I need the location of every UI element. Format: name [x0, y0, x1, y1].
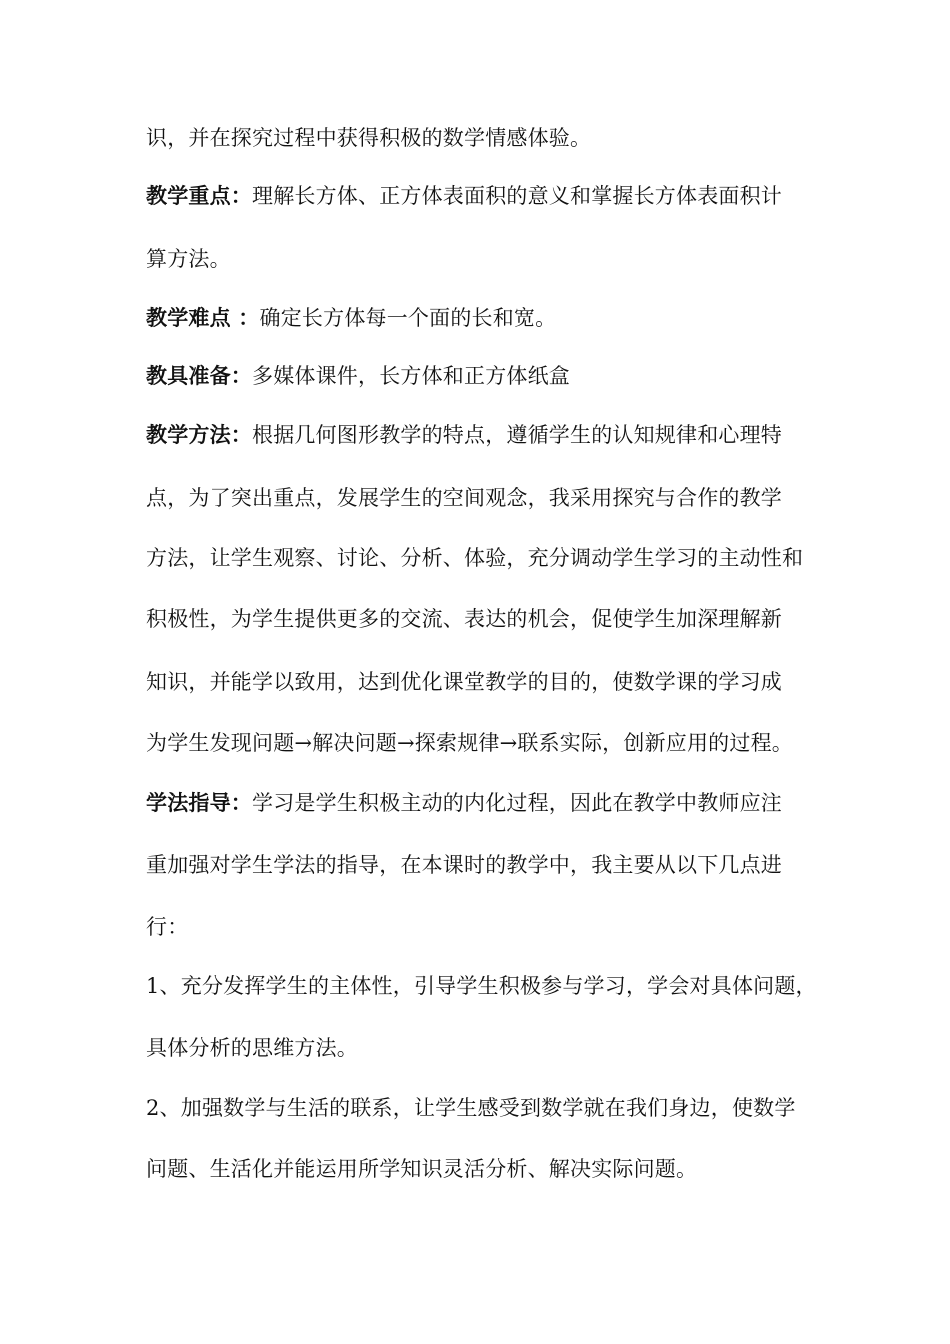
point-2-line-1 [146, 1096, 796, 1120]
study-guidance-text: 行： [146, 915, 189, 939]
difficulties-text: 确定长方体每一个面的长和宽。 [259, 306, 557, 330]
point-2-text: 2、加强数学与生活的联系，让学生感受到数学就在我们身边，使数学 [146, 1096, 796, 1120]
study-guidance-line-1 [146, 791, 782, 815]
point-2-line-2 [146, 1157, 697, 1181]
study-guidance-label: 学法指导： [146, 790, 252, 815]
teaching-method-line-6 [146, 731, 793, 755]
teaching-method-line-1 [146, 423, 782, 447]
teaching-method-line-2 [146, 486, 782, 510]
teaching-method-text: 积极性，为学生提供更多的交流、表达的机会，促使学生加深理解新 [146, 607, 782, 631]
study-guidance-text: 学习是学生积极主动的内化过程，因此在教学中教师应注 [252, 791, 782, 815]
point-1-text: 1、充分发挥学生的主体性，引导学生积极参与学习，学会对具体问题， [146, 974, 817, 998]
teaching-aids-line-1 [146, 364, 570, 388]
key-points-label: 教学重点： [146, 183, 252, 208]
teaching-aids-label: 教具准备： [146, 363, 252, 388]
difficulties-label: 教学难点 ： [146, 305, 260, 330]
point-2-text: 问题、生活化并能运用所学知识灵活分析、解决实际问题。 [146, 1157, 698, 1181]
teaching-method-text: 根据几何图形教学的特点，遵循学生的认知规律和心理特 [252, 423, 782, 447]
point-1-line-2 [146, 1036, 358, 1060]
intro-text: 识，并在探究过程中获得积极的数学情感体验。 [146, 126, 592, 150]
teaching-method-line-3 [146, 546, 803, 570]
teaching-method-text: 知识，并能学以致用，达到优化课堂教学的目的，使数学课的学习成 [146, 670, 782, 694]
study-guidance-text: 重加强对学生学法的指导，在本课时的教学中，我主要从以下几点进 [146, 853, 782, 877]
teaching-method-label: 教学方法： [146, 422, 252, 447]
intro-line-1 [146, 126, 591, 150]
point-1-line-1 [146, 974, 817, 998]
teaching-method-text: 为学生发现问题→解决问题→探索规律→联系实际，创新应用的过程。 [146, 731, 793, 755]
teaching-method-line-4 [146, 607, 782, 631]
teaching-aids-text: 多媒体课件，长方体和正方体纸盒 [252, 364, 570, 388]
key-points-line-2 [146, 247, 231, 271]
study-guidance-line-2 [146, 853, 782, 877]
key-points-text: 理解长方体、正方体表面积的意义和掌握长方体表面积计 [252, 184, 782, 208]
key-points-line-1 [146, 184, 782, 208]
point-1-text: 具体分析的思维方法。 [146, 1036, 358, 1060]
teaching-method-line-5 [146, 670, 782, 694]
difficulties-line-1 [146, 306, 556, 330]
teaching-method-text: 点，为了突出重点，发展学生的空间观念，我采用探究与合作的教学 [146, 486, 782, 510]
study-guidance-line-3 [146, 915, 188, 939]
key-points-text: 算方法。 [146, 247, 231, 271]
teaching-method-text: 方法，让学生观察、讨论、分析、体验，充分调动学生学习的主动性和 [146, 546, 804, 570]
